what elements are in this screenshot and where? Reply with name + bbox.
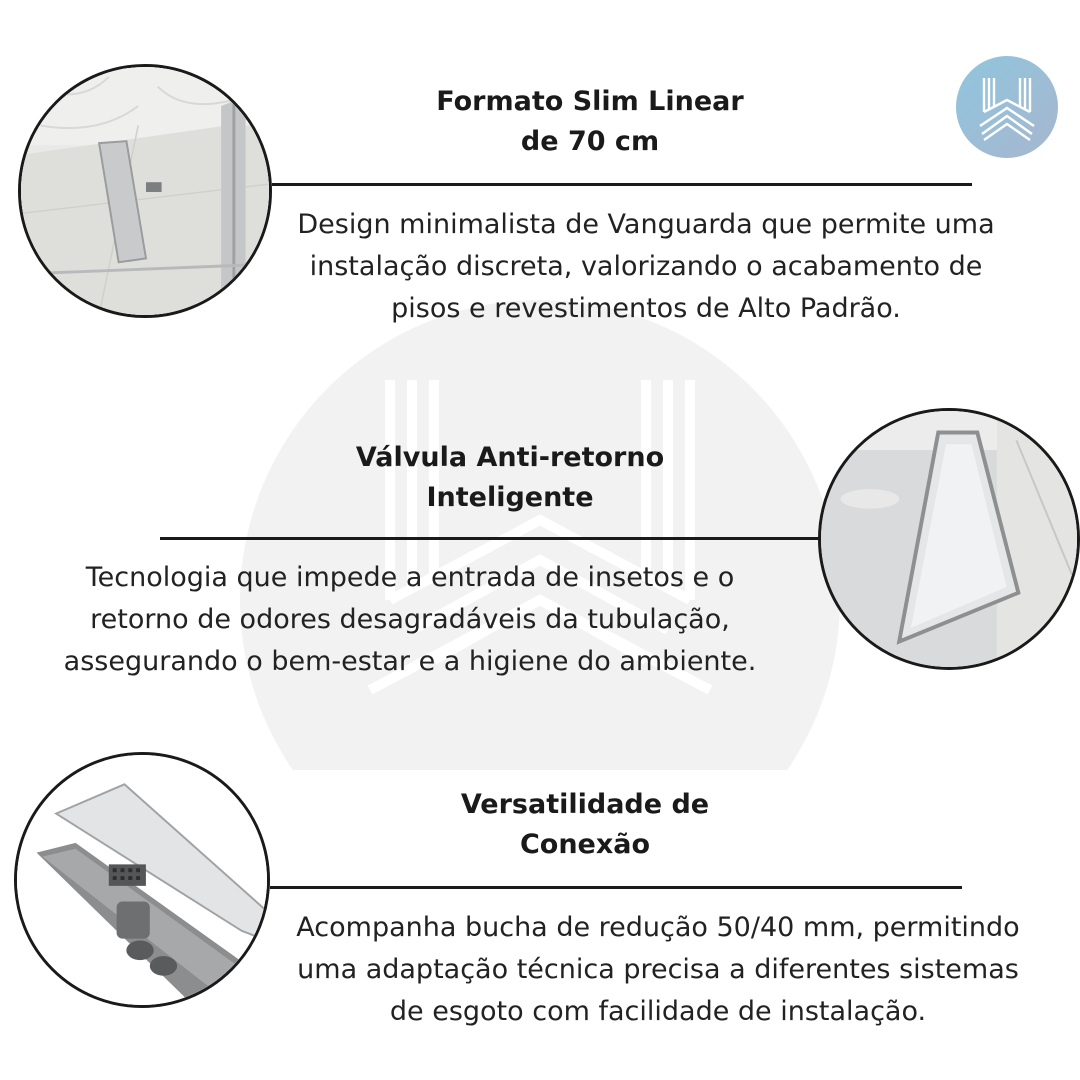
section-1-description-line-1: Design minimalista de Vanguarda que permite uma	[297, 209, 995, 240]
section-3-description-line-2: uma adaptação técnica precisa a diferentes sistemas	[297, 954, 1019, 985]
brand-logo-icon	[956, 56, 1058, 158]
section-2-title-line-1: Válvula Anti-retorno	[355, 442, 665, 473]
section-2-description	[20, 557, 800, 683]
section-1-divider	[272, 183, 972, 186]
section-2-description-line-1: Tecnologia que impede a entrada de insetos e o	[85, 562, 735, 593]
section-1-title-line-1: Formato Slim Linear	[436, 86, 744, 117]
section-3-title-line-1: Versatilidade de	[460, 789, 710, 820]
section-3-title	[375, 785, 795, 865]
section-3-description-line-3: de esgoto com facilidade de instalação.	[389, 996, 927, 1027]
section-2-description-line-3: assegurando o bem-estar e a higiene do ambiente.	[63, 646, 757, 677]
anti-return-valve-photo	[818, 408, 1080, 670]
section-1-title	[380, 82, 800, 162]
section-2-divider	[160, 537, 820, 540]
drain-connection-parts-photo	[14, 752, 270, 1008]
section-1-description-line-2: instalação discreta, valorizando o acabamento de	[309, 251, 983, 282]
section-2-description-line-2: retorno de odores desagradáveis da tubulação,	[90, 604, 730, 635]
section-2-title	[300, 438, 720, 518]
section-3-description-line-1: Acompanha bucha de redução 50/40 mm, permitindo	[296, 912, 1020, 943]
section-3-divider	[270, 886, 962, 889]
section-2-title-line-2: Inteligente	[426, 482, 594, 513]
brand-watermark-icon	[240, 300, 840, 770]
section-3-description	[268, 907, 1048, 1033]
section-1-description	[266, 204, 1026, 330]
section-1-description-line-3: pisos e revestimentos de Alto Padrão.	[391, 293, 901, 324]
section-3-title-line-2: Conexão	[519, 829, 651, 860]
section-1-title-line-2: de 70 cm	[520, 126, 660, 157]
slim-linear-drain-photo	[18, 64, 272, 318]
